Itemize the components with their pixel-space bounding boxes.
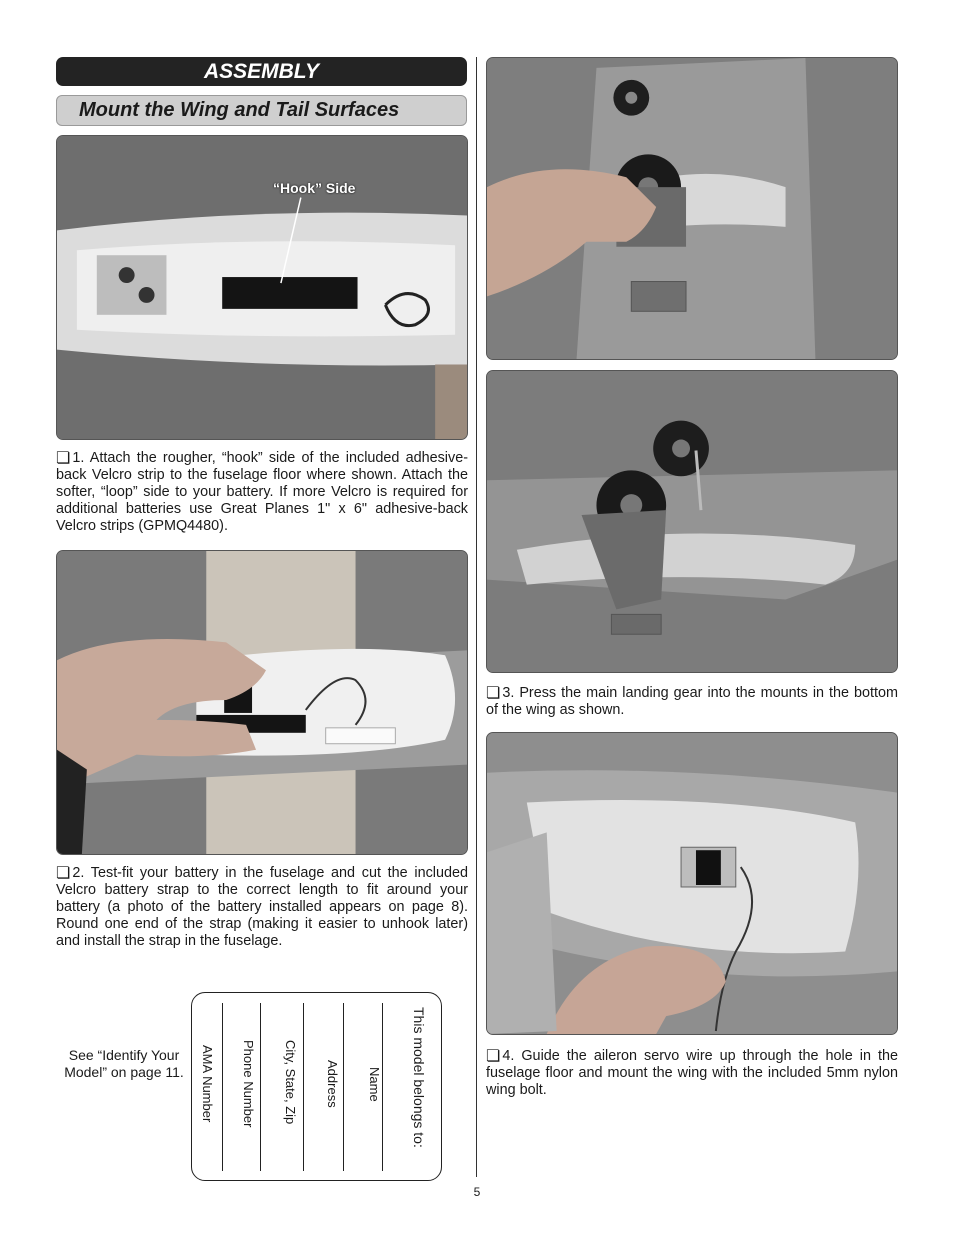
identify-note: See “Identify Your Model” on page 11. — [64, 1047, 184, 1080]
step-1-text: ❏ 1. Attach the rougher, “hook” side of the included adhesive-back Velcro strip to the fuselage floor where shown. Attach the softer, “loop” side to your battery. If more Velcro is required for additional batteries use Great Planes 1" x 6" adhesive-back Velcro strips (GPMQ4480). — [56, 450, 468, 534]
card-field-city: City, State, Zip — [283, 1040, 298, 1125]
section-title: ASSEMBLY — [56, 57, 467, 86]
card-line-2 — [343, 1003, 344, 1171]
photo-fuselage-velcro — [56, 135, 468, 440]
card-title: This model belongs to: — [411, 1007, 427, 1148]
subsection-title: Mount the Wing and Tail Surfaces — [56, 95, 467, 126]
card-field-address: Address — [325, 1060, 340, 1108]
step-3-text: ❏ 3. Press the main landing gear into the mounts in the bottom of the wing as shown. — [486, 685, 898, 718]
photo-battery-fit — [56, 550, 468, 855]
checkbox-2[interactable]: ❏ — [56, 865, 71, 882]
photo-aileron-wire — [486, 732, 898, 1035]
page-number: 5 — [473, 1185, 481, 1199]
checkbox-1[interactable]: ❏ — [56, 450, 71, 467]
card-line-4 — [260, 1003, 261, 1171]
card-field-name: Name — [367, 1067, 382, 1102]
card-line-3 — [303, 1003, 304, 1171]
ownership-card — [191, 992, 442, 1181]
card-line-5 — [222, 1003, 223, 1171]
card-field-phone: Phone Number — [241, 1040, 256, 1128]
checkbox-3[interactable]: ❏ — [486, 685, 501, 702]
photo-landing-gear-mount — [486, 57, 898, 360]
hook-side-label: “Hook” Side — [273, 180, 356, 196]
card-field-ama: AMA Number — [200, 1045, 215, 1123]
photo-landing-gear-installed — [486, 370, 898, 673]
step-4-text: ❏ 4. Guide the aileron servo wire up through the hole in the fuselage floor and mount the wing with the included 5mm nylon wing bolt. — [486, 1048, 898, 1098]
card-line-1 — [382, 1003, 383, 1171]
step-2-text: ❏ 2. Test-fit your battery in the fuselage and cut the included Velcro battery strap to the correct length to fit around your battery (a photo of the battery installed appears on page 8). Round one end of the strap (making it easier to unhook later) and install the strap in the fuselage. — [56, 865, 468, 949]
column-divider — [476, 57, 477, 1177]
checkbox-4[interactable]: ❏ — [486, 1048, 501, 1065]
